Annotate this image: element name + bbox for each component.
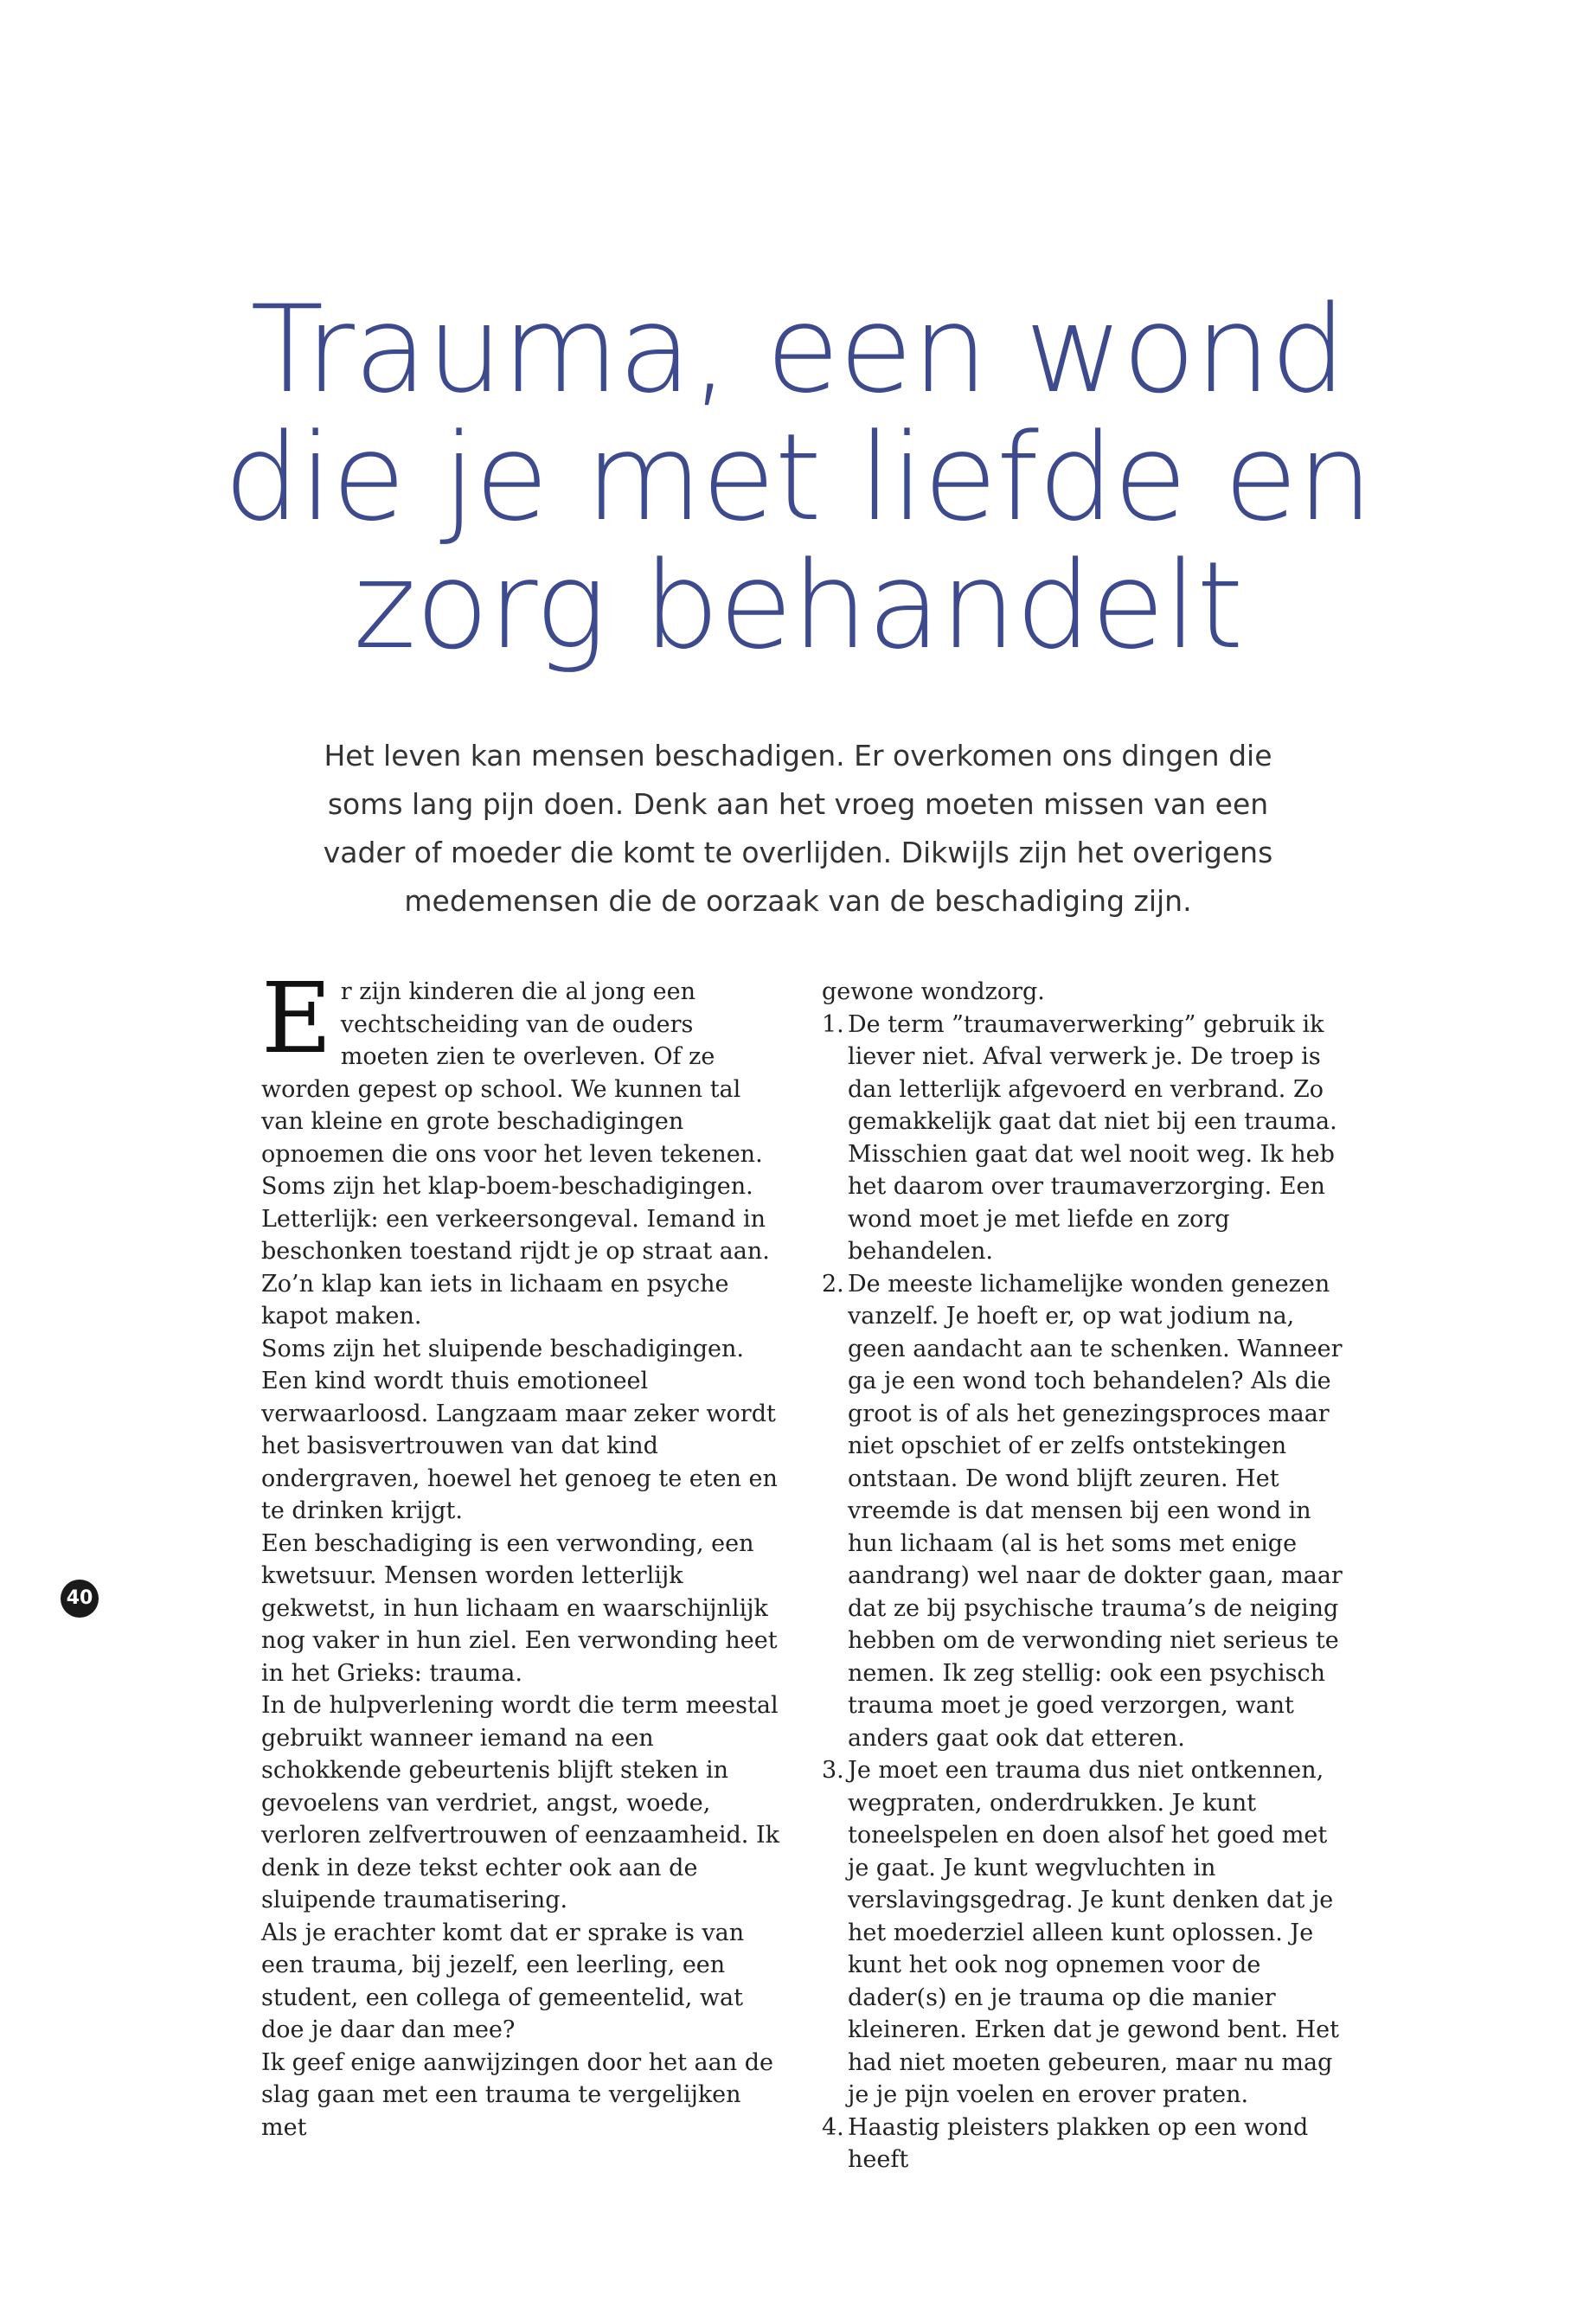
- list-number: 4.: [822, 2113, 844, 2141]
- title-line: zorg behandelt: [353, 535, 1243, 676]
- title-line: die je met liefde en: [223, 407, 1373, 548]
- intro-line: medemensen die de oorzaak van de beschadiging zijn.: [404, 884, 1192, 918]
- body-paragraph: gewone wondzorg.: [822, 978, 1045, 1005]
- body-paragraph: Soms zijn het sluipende beschadigingen. Een kind wordt thuis emotioneel verwaarloosd. Langzaam maar zeker wordt het basisvertrouwen van dat kind ondergraven, hoewel het genoeg te eten en te drinken krijgt.: [261, 1335, 778, 1524]
- list-item: [822, 1009, 1349, 1268]
- body-paragraph: In de hulpverlening wordt die term meestal gebruikt wanneer iemand na een schokkende gebeurtenis blijft steken in gevoelens van verdriet, angst, woede, verloren zelfvertrouwen of eenzaamheid. Ik denk in deze tekst echter ook aan de sluipende traumatisering.: [261, 1692, 779, 1913]
- list-number: 1.: [822, 1010, 844, 1038]
- intro-line: soms lang pijn doen. Denk aan het vroeg moeten missen van een: [327, 787, 1269, 821]
- intro-line: vader of moeder die komt te overlijden. Dikwijls zijn het overigens: [323, 836, 1273, 869]
- list-item: [822, 1268, 1349, 1755]
- article-intro: [285, 732, 1311, 926]
- list-item: [822, 2112, 1349, 2176]
- body-paragraph: Soms zijn het klap-boem-beschadigingen. Letterlijk: een verkeersongeval. Iemand in beschonken toestand rijdt je op straat aan. Zo’n klap kan iets in lichaam en psyche kapot maken.: [261, 1173, 770, 1330]
- drop-cap: E: [261, 963, 332, 1075]
- list-item-text: Je moet een trauma dus niet ontkennen, wegpraten, onderdrukken. Je kunt toneelspelen en doen alsof het goed met je gaat. Je kunt wegvluchten in verslavingsgedrag. Je kunt denken dat je het moederziel alleen kunt oplossen. Je kunt het ook nog opnemen voor de dader(s) en je trauma op die manier kleineren. Erken dat je gewond bent. Het had niet moeten gebeuren, maar nu mag je je pijn voelen en erover praten.: [848, 1757, 1340, 2108]
- intro-line: Het leven kan mensen beschadigen. Er overkomen ons dingen die: [324, 739, 1272, 772]
- body-paragraph: Ik geef enige aanwijzingen door het aan de slag gaan met een trauma te vergelijken met: [261, 2048, 773, 2141]
- title-line: Trauma, een wond: [250, 279, 1346, 420]
- list-item-text: De meeste lichamelijke wonden genezen vanzelf. Je hoeft er, op wat jodium na, geen aandacht aan te schenken. Wanneer ga je een wond toch behandelen? Als die groot is of als het genezingsproces maar niet opschiet of er zelfs ontstekingen ontstaan. De wond blijft zeuren. Het vreemde is dat mensen bij een wond in hun lichaam (al is het soms met enige aandrang) wel naar de dokter gaan, maar dat ze bij psychische trauma’s de neiging hebben om de verwonding niet serieus te nemen. Ik zeg stellig: ook een psychisch trauma moet je goed verzorgen, want anders gaat ook dat etteren.: [848, 1270, 1343, 1752]
- body-column-right: [822, 976, 1349, 2176]
- body-column-left: [261, 963, 780, 2144]
- list-item-text: De term ”traumaverwerking” gebruik ik liever niet. Afval verwerk je. De troep is dan letterlijk afgevoerd en verbrand. Zo gemakkelijk gaat dat niet bij een trauma. Misschien gaat dat wel nooit weg. Ik heb het daarom over traumaverzorging. Een wond moet je met liefde en zorg behandelen.: [848, 1010, 1337, 1265]
- body-paragraph: Een beschadiging is een verwonding, een kwetsuur. Mensen worden letterlijk gekwetst, in hun lichaam en waarschijnlijk nog vaker in hun ziel. Een verwonding heet in het Grieks: trauma.: [261, 1529, 778, 1687]
- list-number: 3.: [822, 1757, 844, 1784]
- list-item: [822, 1754, 1349, 2112]
- list-item-text: Haastig pleisters plakken op een wond heeft: [848, 2113, 1309, 2173]
- body-paragraph: Als je erachter komt dat er sprake is van een trauma, bij jezelf, een leerling, een student, een collega of gemeentelid, wat doe je daar dan mee?: [261, 1919, 745, 2043]
- list-number: 2.: [822, 1270, 844, 1298]
- body-paragraph: Er zijn kinderen die al jong een vechtscheiding van de ouders moeten zien te overleven. Of ze worden gepest op school. We kunnen tal van kleine en grote beschadigingen opnoemen die ons voor het leven tekenen.: [261, 963, 763, 1168]
- page-number-badge: 40: [61, 1580, 99, 1618]
- article-title: [173, 279, 1423, 676]
- numbered-list: [822, 1009, 1349, 2176]
